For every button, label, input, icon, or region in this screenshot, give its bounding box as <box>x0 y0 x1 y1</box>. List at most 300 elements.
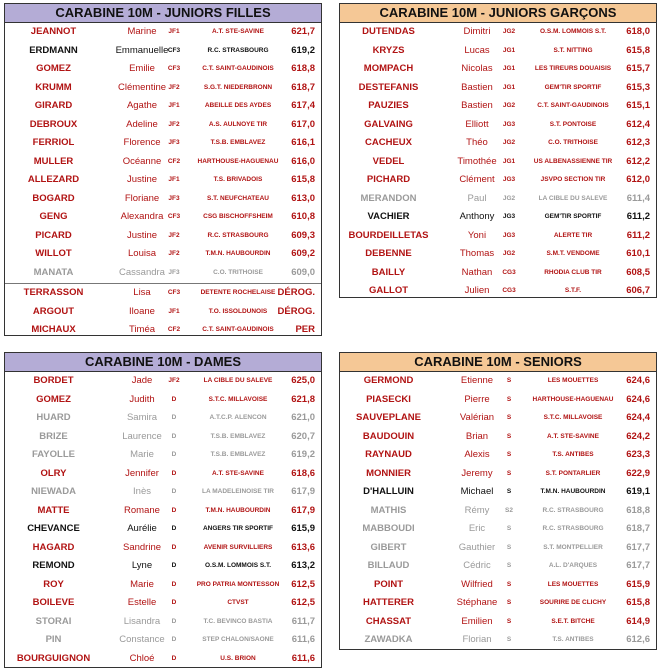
cell-prenom: Marie <box>130 578 154 590</box>
cell-cat: JF1 <box>168 307 180 315</box>
cell-cat: D <box>171 395 177 403</box>
cell-cat: S <box>506 488 512 495</box>
cell-nom: GOMEZ <box>36 393 71 405</box>
cell-prenom: Océanne <box>122 155 162 167</box>
cell-club: T.O. ISSOLDUNOIS <box>208 307 268 315</box>
cell-score: 612,0 <box>626 174 650 185</box>
cell-nom: BRIZE <box>39 430 68 442</box>
cell-club: S.T. NEUFCHATEAU <box>207 194 269 202</box>
cell-prenom: Judith <box>129 393 155 405</box>
cell-club: C.O. TRITHOISE <box>213 268 263 276</box>
result-row <box>5 116 321 135</box>
cell-nom: HUARD <box>36 412 71 423</box>
cell-prenom: Florence <box>123 137 161 148</box>
cell-club: C.T. SAINT-GAUDINOIS <box>537 102 609 109</box>
cell-prenom: Yoni <box>467 229 487 241</box>
cell-prenom: Nicolas <box>461 63 493 74</box>
cell-score: 615,9 <box>626 578 650 590</box>
cell-club: GEM'TIR SPORTIF <box>544 213 602 220</box>
result-row <box>340 557 656 576</box>
cell-prenom: Clémentine <box>117 81 167 93</box>
cell-prenom: Laurence <box>122 430 162 442</box>
cell-nom: PIASECKI <box>366 393 411 405</box>
result-row <box>5 594 321 613</box>
cell-club: S.T. PONTOISE <box>549 120 597 128</box>
cell-nom: VEDEL <box>372 155 405 167</box>
cell-club: A.T.C.P. ALENCON <box>209 414 267 421</box>
cell-cat: JG3 <box>502 231 516 239</box>
cell-club: HARTHOUSE-HAGUENAU <box>197 157 279 165</box>
cell-score: 610,8 <box>291 211 315 222</box>
cell-score: 616,0 <box>291 155 315 167</box>
cell-nom: PAUZIES <box>368 100 409 111</box>
result-row <box>5 613 321 632</box>
cell-prenom: Aurélie <box>127 523 157 534</box>
cell-cat: S <box>506 562 512 569</box>
cell-score: 615,8 <box>626 44 650 56</box>
cell-cat: D <box>171 525 177 532</box>
cell-club: ABEILLE DES AYDES <box>204 102 272 109</box>
result-row <box>5 502 321 521</box>
cell-nom: ALLEZARD <box>27 174 80 185</box>
cell-nom: MICHAUX <box>31 324 76 335</box>
panel-title: CARABINE 10M - DAMES <box>5 353 321 372</box>
result-row <box>340 483 656 502</box>
cell-score: 619,2 <box>291 44 315 56</box>
cell-cat: JG3 <box>502 176 516 183</box>
cell-nom: PICARD <box>35 229 72 241</box>
cell-cat: D <box>171 543 177 551</box>
result-row <box>5 321 321 340</box>
cell-score: 615,3 <box>626 81 650 93</box>
cell-prenom: Marine <box>127 26 157 37</box>
panel-juniors-filles <box>4 3 322 336</box>
cell-prenom: Pierre <box>464 393 490 405</box>
cell-club: LES MOUETTES <box>547 377 599 384</box>
cell-nom: MULLER <box>33 155 74 167</box>
cell-prenom: Thomas <box>459 248 495 259</box>
cell-score: 625,0 <box>291 375 315 386</box>
result-row <box>5 190 321 209</box>
cell-cat: JF3 <box>168 268 180 276</box>
cell-cat: S <box>506 599 512 606</box>
cell-score: 611,7 <box>291 615 315 627</box>
cell-nom: MOMPACH <box>363 63 414 74</box>
cell-prenom: Adeline <box>126 118 158 130</box>
cell-prenom: Jeremy <box>461 467 493 479</box>
cell-nom: OLRY <box>40 467 67 479</box>
result-row <box>340 576 656 595</box>
cell-club: S.T.C. MILLAVOISE <box>543 414 603 421</box>
cell-nom: NIEWADA <box>31 486 76 497</box>
cell-prenom: Brian <box>465 430 489 442</box>
cell-score: DÉROG. <box>277 287 315 298</box>
cell-cat: D <box>171 451 177 458</box>
cell-score: 618,0 <box>626 26 650 37</box>
cell-nom: FERRIOL <box>32 137 75 148</box>
cell-cat: D <box>171 599 177 606</box>
cell-club: RHODIA CLUB TIR <box>544 268 602 276</box>
cell-cat: JF1 <box>168 176 180 183</box>
cell-nom: CHASSAT <box>365 615 412 627</box>
cell-cat: JG2 <box>502 250 516 257</box>
cell-club: S.G.T. NIEDERBRONN <box>203 83 273 91</box>
cell-prenom: Timothée <box>457 155 497 167</box>
result-row <box>5 557 321 576</box>
cell-cat: D <box>171 580 177 588</box>
cell-club: T.S.B. EMBLAVEZ <box>210 139 266 146</box>
cell-club: A.L. D'ARQUES <box>548 562 598 569</box>
result-row <box>5 245 321 264</box>
cell-club: ANGERS TIR SPORTIF <box>202 525 274 532</box>
cell-nom: ARGOUT <box>32 305 75 317</box>
cell-prenom: Stéphane <box>456 597 498 608</box>
cell-club: STEP CHALON/SAONE <box>202 636 274 643</box>
result-row <box>340 372 656 391</box>
cell-cat: JF1 <box>168 102 180 109</box>
cell-score: 611,6 <box>291 634 315 645</box>
result-row <box>340 446 656 465</box>
cell-club: S.T.C. MILLAVOISE <box>208 395 268 403</box>
cell-score: 621,7 <box>291 26 315 37</box>
result-row <box>340 60 656 79</box>
panel-title: CARABINE 10M - SENIORS <box>340 353 656 372</box>
cell-score: 609,0 <box>291 266 315 278</box>
panel-juniors-garcons <box>339 3 657 298</box>
cell-club: A.T. STE-SAVINE <box>212 28 264 35</box>
result-row <box>5 303 321 322</box>
cell-cat: CG3 <box>502 268 516 276</box>
cell-score: 623,3 <box>626 449 650 460</box>
cell-cat: D <box>171 562 177 569</box>
cell-score: 617,4 <box>291 100 315 111</box>
cell-club: S.M.T. VENDOME <box>546 250 600 257</box>
cell-score: 624,6 <box>626 375 650 386</box>
cell-prenom: Rémy <box>464 504 490 516</box>
result-row <box>5 171 321 190</box>
cell-club: T.M.N. HAUBOURDIN <box>540 488 606 495</box>
cell-prenom: Lisa <box>133 287 151 298</box>
cell-score: 609,3 <box>291 229 315 241</box>
cell-nom: BOGARD <box>32 192 75 204</box>
result-row <box>5 428 321 447</box>
result-row <box>5 465 321 484</box>
cell-prenom: Julien <box>464 285 490 296</box>
cell-score: 615,8 <box>291 174 315 185</box>
cell-nom: MATTE <box>37 504 70 516</box>
cell-club: PRO PATRIA MONTESSON <box>196 580 280 588</box>
cell-nom: FAYOLLE <box>32 449 75 460</box>
cell-cat: CF2 <box>167 157 181 165</box>
cell-nom: DUTENDAS <box>362 26 415 37</box>
cell-club: R.C. STRASBOURG <box>207 46 269 54</box>
result-row <box>5 208 321 227</box>
cell-nom: CHEVANCE <box>27 523 80 534</box>
cell-nom: MERANDON <box>360 192 417 204</box>
cell-prenom: Cassandra <box>119 266 165 278</box>
cell-score: 613,2 <box>291 560 315 571</box>
cell-nom: VACHIER <box>367 211 410 222</box>
cell-prenom: Jennifer <box>125 467 159 479</box>
cell-nom: MABBOUDI <box>362 523 415 534</box>
cell-prenom: Justine <box>126 174 158 185</box>
result-row <box>340 153 656 172</box>
cell-score: 611,6 <box>291 652 315 664</box>
cell-prenom: Lyne <box>131 560 153 571</box>
cell-prenom: Constance <box>119 634 165 645</box>
cell-cat: CF3 <box>167 65 181 72</box>
cell-prenom: Gauthier <box>458 541 496 553</box>
cell-score: 617,7 <box>626 541 650 553</box>
cell-cat: CF3 <box>167 213 181 220</box>
cell-score: 612,2 <box>626 155 650 167</box>
result-row <box>5 153 321 172</box>
cell-prenom: Lisandra <box>123 615 161 627</box>
cell-score: PER <box>295 324 315 335</box>
cell-club: T.M.N. HAUBOURDIN <box>205 506 271 514</box>
result-row <box>340 594 656 613</box>
cell-nom: ZAWADKA <box>364 634 413 645</box>
cell-nom: BORDET <box>33 375 74 386</box>
cell-cat: S2 <box>505 506 513 514</box>
cell-nom: GALLOT <box>368 285 409 296</box>
cell-cat: JF2 <box>168 377 180 384</box>
result-row <box>340 520 656 539</box>
result-row <box>340 245 656 264</box>
cell-nom: DESTEFANIS <box>358 81 419 93</box>
cell-score: 621,0 <box>291 412 315 423</box>
result-row <box>5 446 321 465</box>
cell-club: A.T. STE-SAVINE <box>212 469 264 477</box>
result-row <box>340 502 656 521</box>
cell-nom: BAUDOUIN <box>362 430 415 442</box>
cell-cat: JG3 <box>502 120 516 128</box>
cell-club: R.C. STRASBOURG <box>542 506 604 514</box>
cell-club: A.T. STE-SAVINE <box>547 432 599 440</box>
panel-title: CARABINE 10M - JUNIORS GARÇONS <box>340 4 656 23</box>
cell-nom: BILLAUD <box>367 560 410 571</box>
cell-cat: D <box>171 488 177 495</box>
result-row <box>5 372 321 391</box>
cell-nom: BOILEVE <box>32 597 75 608</box>
panel-title: CARABINE 10M - JUNIORS FILLES <box>5 4 321 23</box>
result-row <box>340 465 656 484</box>
cell-cat: JG1 <box>502 46 516 54</box>
cell-score: 624,4 <box>626 412 650 423</box>
panel-seniors <box>339 352 657 650</box>
cell-score: DÉROG. <box>277 305 315 317</box>
cell-cat: S <box>506 617 512 625</box>
cell-cat: JG2 <box>502 28 516 35</box>
cell-prenom: Estelle <box>127 597 157 608</box>
cell-score: 611,2 <box>626 211 650 222</box>
cell-prenom: Jade <box>131 375 153 386</box>
cell-nom: BAILLY <box>371 266 406 278</box>
cell-score: 608,5 <box>626 266 650 278</box>
cell-club: T.S. BRIVADOIS <box>213 176 263 183</box>
cell-prenom: Agathe <box>126 100 158 111</box>
cell-club: O.S.M. LOMMOIS S.T. <box>539 28 607 35</box>
cell-score: 612,5 <box>291 597 315 608</box>
result-row <box>5 42 321 61</box>
cell-prenom: Chloé <box>129 652 155 664</box>
cell-score: 611,2 <box>626 229 650 241</box>
cell-nom: ERDMANN <box>29 44 78 56</box>
cell-cat: CF2 <box>167 326 181 333</box>
cell-nom: WILLOT <box>35 248 72 259</box>
cell-nom: MONNIER <box>366 467 411 479</box>
result-row <box>340 282 656 301</box>
cell-prenom: Alexandra <box>120 211 164 222</box>
cell-score: 616,1 <box>291 137 315 148</box>
cell-nom: DEBENNE <box>365 248 412 259</box>
cell-club: US ALBENASSIENNE TIR <box>533 157 613 165</box>
cell-nom: PIN <box>45 634 62 645</box>
cell-cat: S <box>506 395 512 403</box>
cell-club: LA CIBLE DU SALEVE <box>538 194 608 202</box>
cell-club: R.C. STRASBOURG <box>207 231 269 239</box>
cell-prenom: Florian <box>462 634 492 645</box>
cell-score: 617,7 <box>626 560 650 571</box>
cell-cat: CG3 <box>502 287 516 294</box>
cell-prenom: Emmanuelle <box>115 44 169 56</box>
cell-cat: CF3 <box>167 46 181 54</box>
result-row <box>5 284 321 303</box>
cell-cat: D <box>171 432 177 440</box>
cell-cat: JF2 <box>168 120 180 128</box>
cell-score: 622,9 <box>626 467 650 479</box>
result-row <box>340 79 656 98</box>
cell-score: 615,8 <box>626 597 650 608</box>
cell-cat: JF3 <box>168 139 180 146</box>
cell-score: 617,9 <box>291 486 315 497</box>
cell-cat: S <box>506 469 512 477</box>
cell-nom: GOMEZ <box>36 63 71 74</box>
result-row <box>5 79 321 98</box>
result-row <box>5 60 321 79</box>
result-row <box>5 650 321 669</box>
cell-prenom: Dimitri <box>463 26 491 37</box>
cell-club: S.T.F. <box>564 287 582 294</box>
cell-nom: GENG <box>39 211 68 222</box>
cell-prenom: Inès <box>133 486 151 497</box>
cell-club: GEM'TIR SPORTIF <box>544 83 602 91</box>
cell-nom: MATHIS <box>370 504 407 516</box>
cell-cat: D <box>171 469 177 477</box>
cell-score: 606,7 <box>626 285 650 296</box>
cell-score: 620,7 <box>291 430 315 442</box>
cell-cat: JF1 <box>168 28 180 35</box>
cell-cat: S <box>506 377 512 384</box>
result-row <box>5 264 321 283</box>
cell-nom: BOURGUIGNON <box>16 652 91 664</box>
cell-nom: TERRASSON <box>23 287 84 298</box>
cell-score: 615,1 <box>626 100 650 111</box>
cell-nom: PICHARD <box>366 174 411 185</box>
cell-prenom: Emilien <box>461 615 493 627</box>
cell-score: 615,7 <box>626 63 650 74</box>
cell-cat: JG3 <box>502 213 516 220</box>
cell-prenom: Lucas <box>464 44 490 56</box>
cell-prenom: Anthony <box>459 211 495 222</box>
cell-nom: KRUMM <box>35 81 72 93</box>
cell-prenom: Clément <box>459 174 495 185</box>
cell-nom: ROY <box>43 578 64 590</box>
cell-club: SOURIRE DE CLICHY <box>539 599 607 606</box>
cell-club: DETENTE ROCHELAISE <box>200 289 276 296</box>
cell-prenom: Nathan <box>461 266 493 278</box>
result-row <box>340 171 656 190</box>
cell-prenom: Bastien <box>461 100 493 111</box>
cell-cat: JF2 <box>168 83 180 91</box>
cell-cat: D <box>171 636 177 643</box>
cell-prenom: Théo <box>466 137 488 148</box>
cell-club: JSVPO SECTION TIR <box>540 176 606 183</box>
cell-prenom: Samira <box>126 412 158 423</box>
cell-score: 613,0 <box>291 192 315 204</box>
cell-score: 617,9 <box>291 504 315 516</box>
cell-club: C.O. TRITHOISE <box>548 139 598 146</box>
cell-cat: JG2 <box>502 194 516 202</box>
cell-club: T.S. ANTIBES <box>552 636 594 643</box>
cell-club: LES TIREURS DOUAISIS <box>534 65 612 72</box>
cell-cat: JG1 <box>502 83 516 91</box>
cell-nom: SAUVEPLANE <box>356 412 421 423</box>
cell-score: 621,8 <box>291 393 315 405</box>
result-row <box>340 264 656 283</box>
cell-cat: D <box>171 654 177 662</box>
panel-dames <box>4 352 322 668</box>
cell-cat: D <box>171 617 177 625</box>
cell-prenom: Marie <box>130 449 154 460</box>
cell-score: 612,6 <box>626 634 650 645</box>
cell-score: 613,6 <box>291 541 315 553</box>
cell-club: LES MOUETTES <box>547 580 599 588</box>
cell-club: AVENIR SURVILLIERS <box>203 543 273 551</box>
result-row <box>340 391 656 410</box>
cell-prenom: Wilfried <box>461 578 493 590</box>
result-row <box>5 97 321 116</box>
cell-nom: BOURDEILLETAS <box>348 229 429 241</box>
cell-club: R.C. STRASBOURG <box>542 525 604 532</box>
cell-prenom: Elliott <box>465 118 489 130</box>
cell-prenom: Cédric <box>463 560 491 571</box>
result-row <box>340 190 656 209</box>
cell-club: T.S.B. EMBLAVEZ <box>210 451 266 458</box>
result-row <box>5 520 321 539</box>
cell-nom: CACHEUX <box>365 137 412 148</box>
cell-club: T.C. BEVINCO BASTIA <box>203 617 273 625</box>
cell-score: 618,8 <box>291 63 315 74</box>
cell-cat: S <box>506 414 512 421</box>
result-row <box>340 116 656 135</box>
cell-nom: D'HALLUIN <box>363 486 414 497</box>
cell-nom: GALVAING <box>364 118 413 130</box>
cell-nom: MANATA <box>33 266 74 278</box>
cell-nom: JEANNOT <box>30 26 77 37</box>
cell-cat: JF3 <box>168 194 180 202</box>
cell-prenom: Timéa <box>128 324 156 335</box>
result-row <box>5 134 321 153</box>
cell-club: O.S.M. LOMMOIS S.T. <box>204 562 272 569</box>
cell-prenom: Michael <box>460 486 494 497</box>
cell-nom: GIBERT <box>370 541 407 553</box>
cell-club: S.T. PONTARLIER <box>545 469 601 477</box>
cell-prenom: Louisa <box>128 248 156 259</box>
cell-club: C.T. SAINT-GAUDINOIS <box>202 65 274 72</box>
cell-club: S.T. NITTING <box>553 46 593 54</box>
result-row <box>340 97 656 116</box>
